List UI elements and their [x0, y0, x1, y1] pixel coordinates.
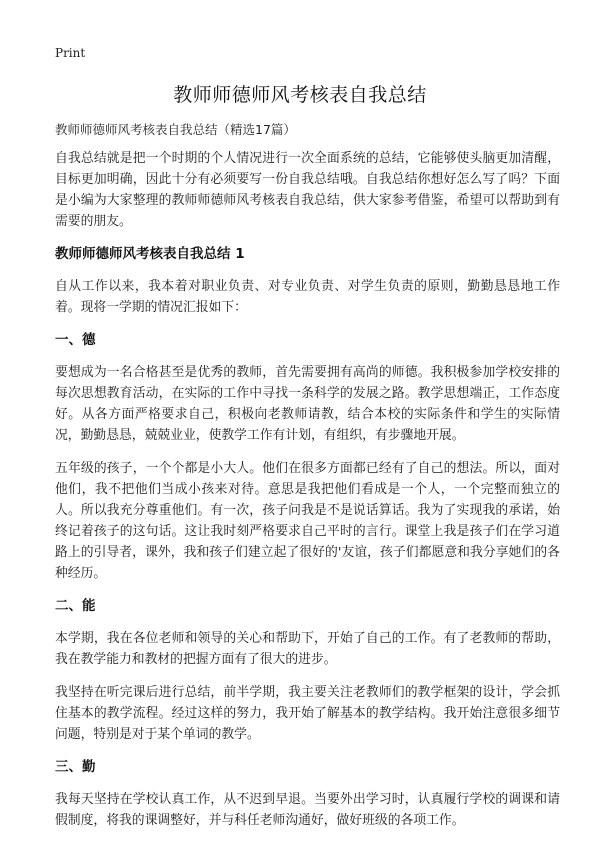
article-body — [55, 148, 560, 843]
intro-paragraph: 自我总结就是把一个时期的个人情况进行一次全面系统的总结，它能够使头脑更加清醒，目标更加明确，因此十分有必须要写一份自我总结哦。自我总结你想好怎么写了吗？下面是小编为大家整理的教师师德师风考核表自我总结，供大家参考借鉴，希望可以帮助到有需要的朋友。 — [55, 151, 560, 229]
section-neng-paragraph-1: 本学期，我在各位老师和领导的关心和帮助下，开始了自己的工作。有了老教师的帮助，我在教学能力和教材的把握方面有了很大的进步。 — [55, 631, 560, 667]
page-subtitle: 教师师德师风考核表自我总结（精选17篇） — [55, 122, 296, 137]
section-de-paragraph-2: 五年级的孩子，一个个都是小大人。他们在很多方面都已经有了自己的想法。所以，面对他们，我不把他们当成小孩来对待。意思是我把他们看成是一个人，一个完整而独立的人。所以我充分尊重他们。有一次，孩子问我是不是说话算话。我为了实现我的承诺，始终记着孩子的这句话。这让我时刻严格要求自己平时的言行。课堂上我是孩子们在学习道路上的引导者，课外，我和孩子们建立起了很好的'友谊，孩子们都愿意和我分享她们的各种经历。 — [55, 461, 560, 581]
section-neng-paragraph-2: 我坚持在听完课后进行总结，前半学期，我主要关注老教师们的教学框架的设计，学会抓住基本的教学流程。经过这样的努力，我开始了解基本的教学结构。我开始注意很多细节问题，特别是对于某个单词的教学。 — [55, 685, 560, 742]
section-heading-neng: 二、能 — [55, 598, 96, 614]
article-heading: 教师师德师风考核表自我总结 1 — [55, 246, 245, 262]
print-link[interactable]: Print — [55, 46, 86, 60]
page-title: 教师师德师风考核表自我总结 — [173, 84, 427, 106]
article-intro-paragraph: 自从工作以来，我本着对职业负责、对专业负责、对学生负责的原则，勤勤恳恳地工作着。现将一学期的情况汇报如下： — [55, 279, 560, 315]
section-heading-de: 一、德 — [55, 332, 96, 348]
section-de-paragraph-1: 要想成为一名合格甚至是优秀的教师，首先需要拥有高尚的师德。我积极参加学校安排的每次思想教育活动，在实际的工作中寻找一条科学的发展之路。教学思想端正，工作态度好。从各方面严格要求自己，积极向老教师请教，结合本校的实际条件和学生的实际情况，勤勤恳恳，兢兢业业，使教学工作有计划，有组织，有步骤地开展。 — [55, 365, 560, 443]
section-qin-paragraph-1: 我每天坚持在学校认真工作，从不迟到早退。当要外出学习时，认真履行学校的调课和请假制度，将我的课调整好，并与科任老师沟通好，做好班级的各项工作。 — [55, 792, 560, 828]
section-heading-qin: 三、勤 — [55, 759, 96, 775]
